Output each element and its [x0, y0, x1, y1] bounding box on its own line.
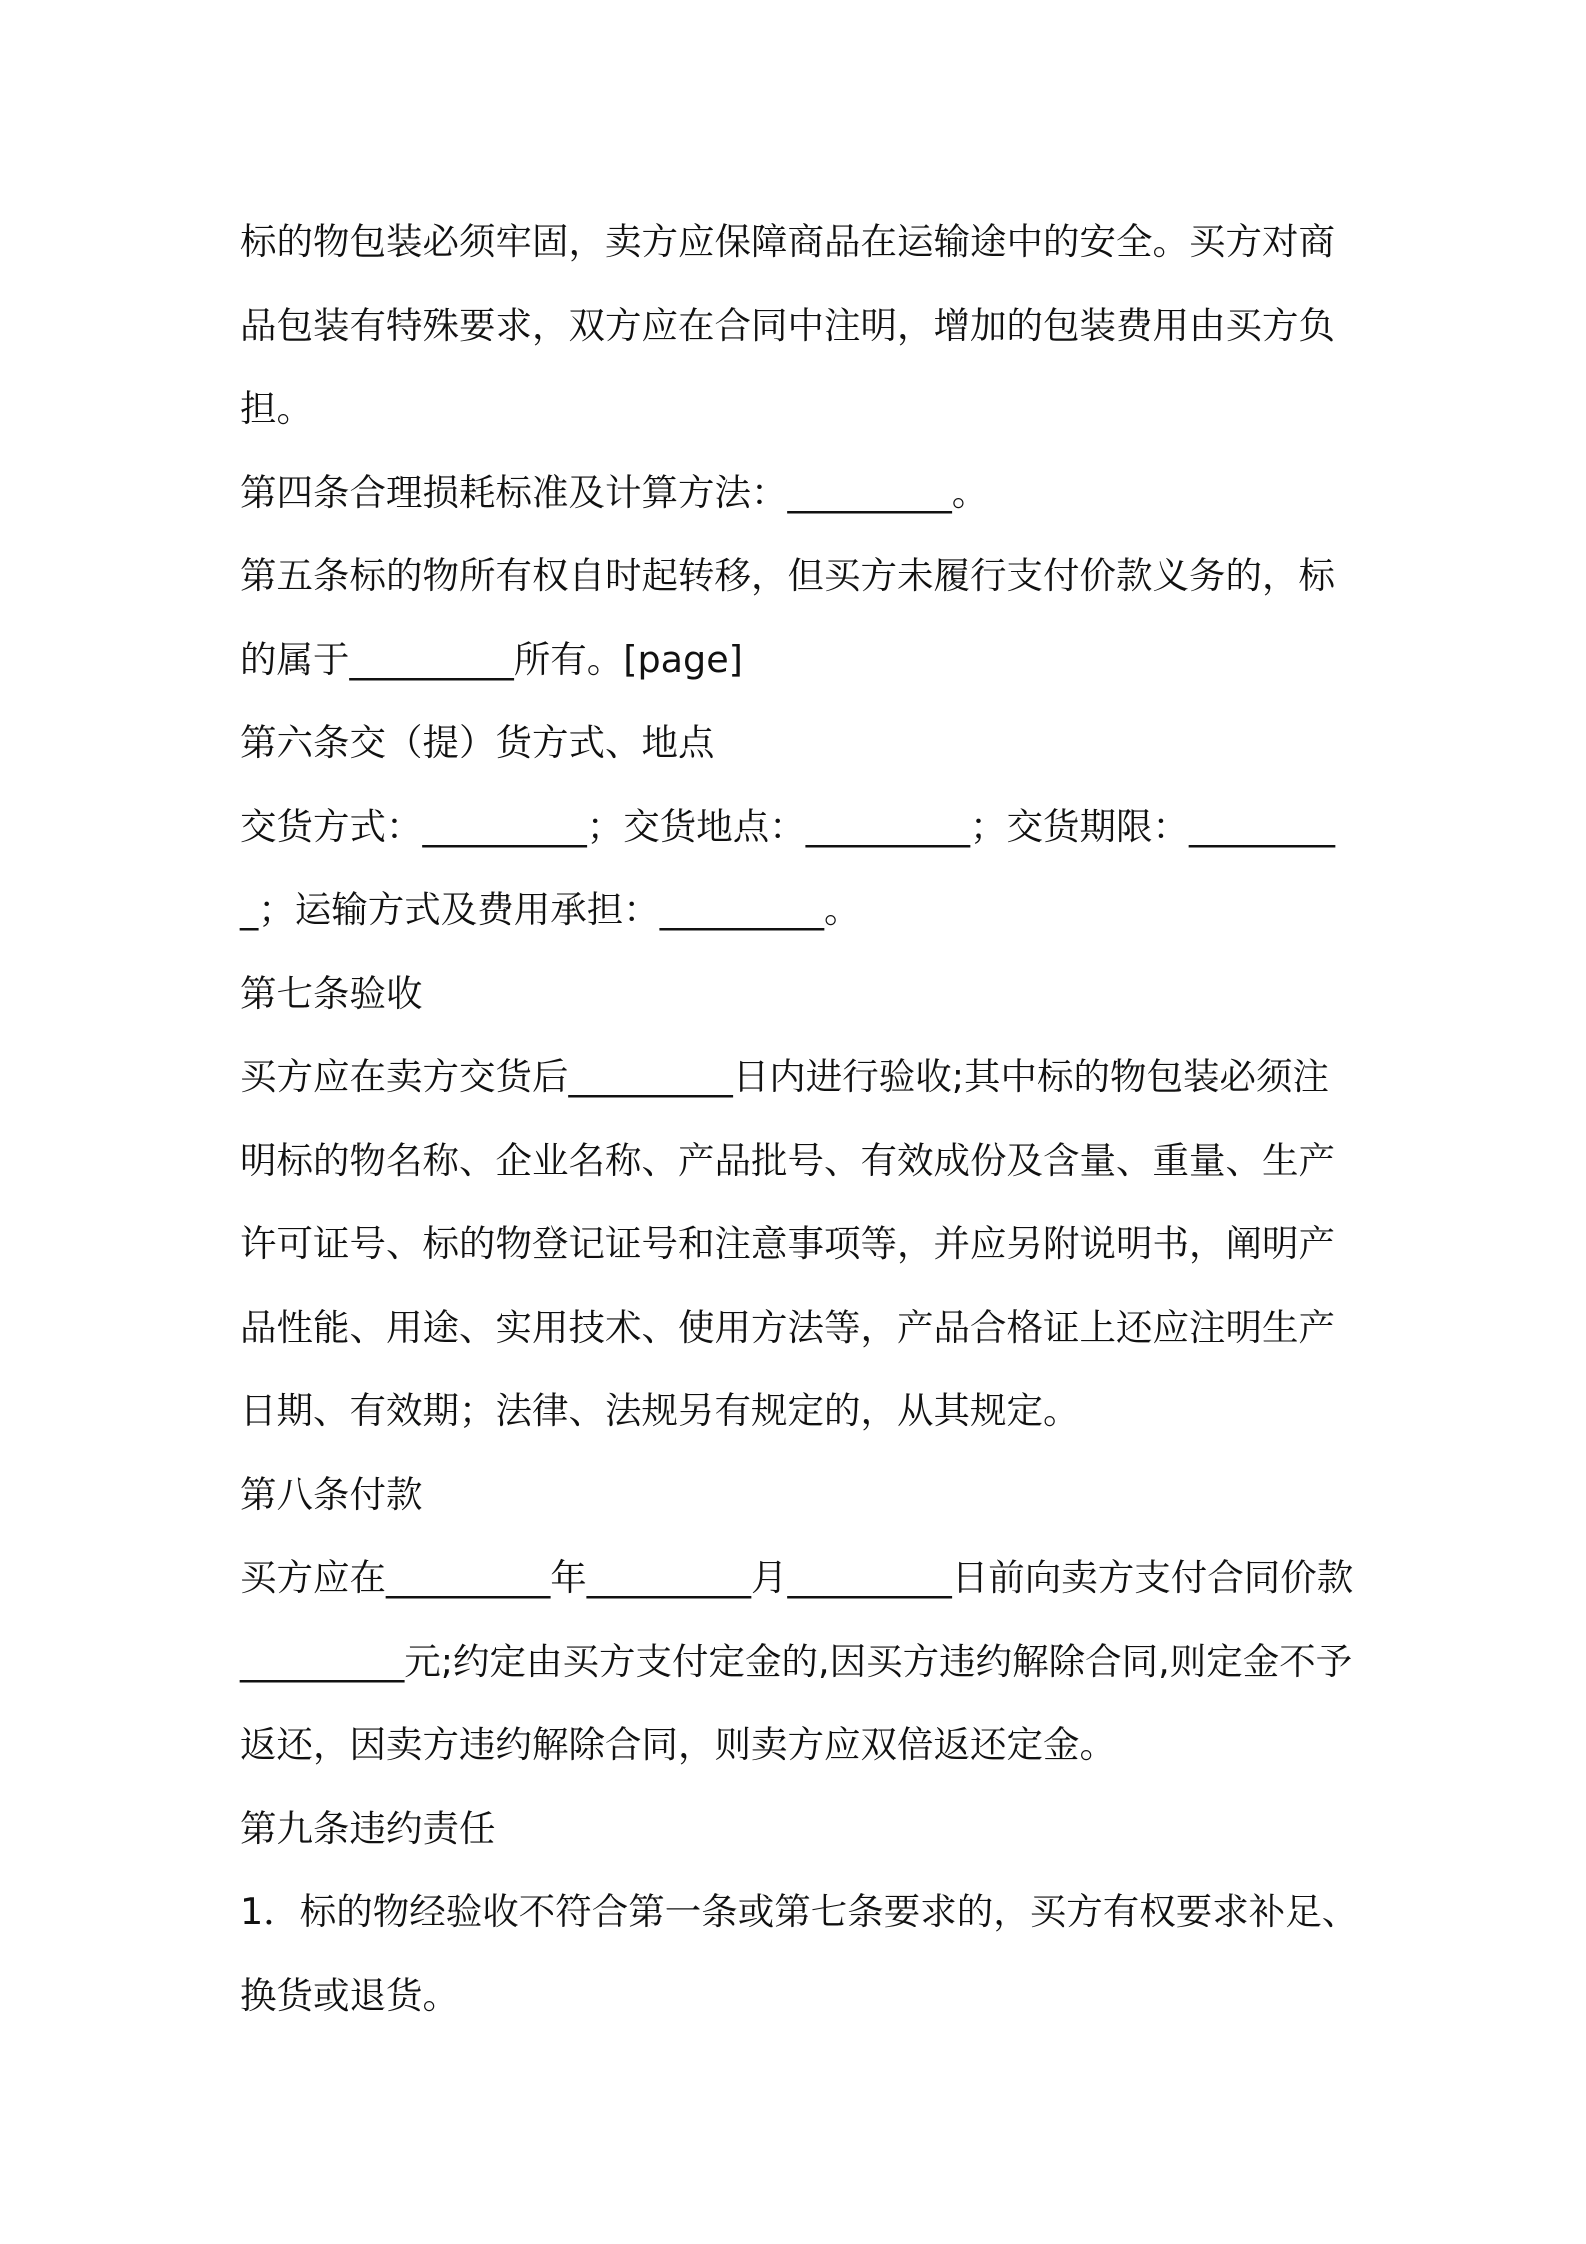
- article-8-payment-terms: 买方应在_________年_________月_________日前向卖方支付合同价款_________元;约定由买方支付定金的,因买方违约解除合同,则定金不予返还，因卖方违约解除合同，则卖方应双倍返还定金。: [240, 1556, 1354, 1766]
- article-5-ownership: 第五条标的物所有权自时起转移，但买方未履行支付价款义务的，标的属于_________所有。[page]: [240, 554, 1335, 681]
- article-6-delivery-terms: 交货方式：_________；交货地点：_________；交货期限：_________；运输方式及费用承担：_________。: [240, 804, 1335, 931]
- article-7-inspection-terms: 买方应在卖方交货后_________日内进行验收;其中标的物包装必须注明标的物名称、企业名称、产品批号、有效成份及含量、重量、生产许可证号、标的物登记证号和注意事项等，并应另附说明书，阐明产品性能、用途、实用技术、使用方法等，产品合格证上还应注明生产日期、有效期；法律、法规另有规定的，从其规定。: [240, 1055, 1335, 1432]
- article-7-heading: 第七条验收: [240, 971, 423, 1015]
- article-9-heading: 第九条违约责任: [240, 1806, 496, 1850]
- document-body: [240, 200, 1360, 2037]
- packaging-clause: 标的物包装必须牢固，卖方应保障商品在运输途中的安全。买方对商品包装有特殊要求，双方应在合同中注明，增加的包装费用由买方负担。: [240, 220, 1335, 430]
- article-9-item-1: 1．标的物经验收不符合第一条或第七条要求的，买方有权要求补足、换货或退货。: [240, 1890, 1359, 2017]
- article-8-heading: 第八条付款: [240, 1472, 423, 1516]
- article-4-loss-standard: 第四条合理损耗标准及计算方法：_________。: [240, 470, 989, 514]
- article-6-heading: 第六条交（提）货方式、地点: [240, 721, 715, 764]
